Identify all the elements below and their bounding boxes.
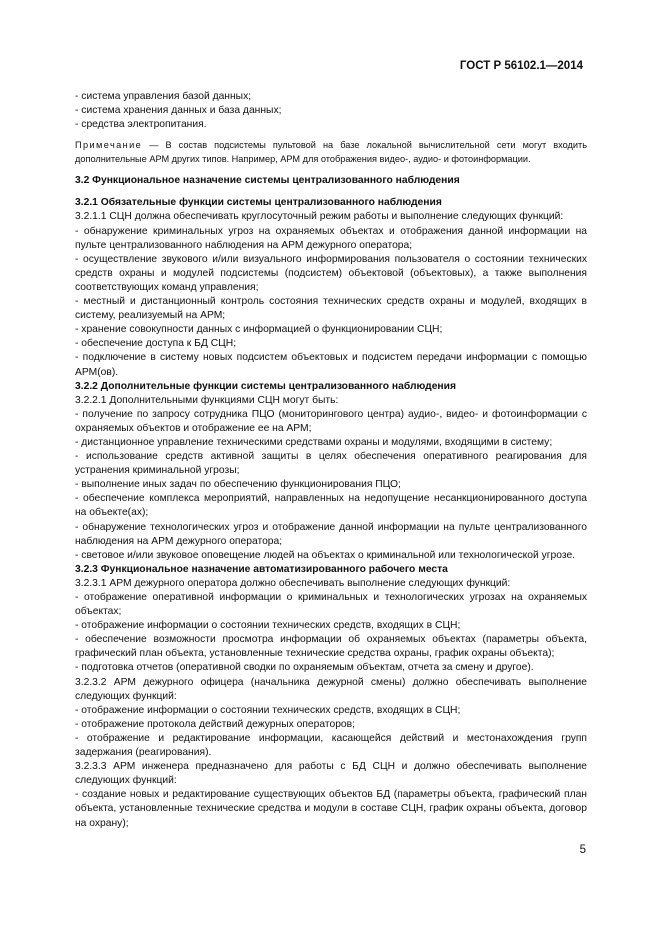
clause-intro: 3.2.3.3 АРМ инженера предназначено для работы с БД СЦН и должно обеспечивать выполнение следующих функций: xyxy=(75,761,587,787)
list-item: - создание новых и редактирование существующих объектов БД (параметры объекта, графический план объекта, установленные технические средства и модули в составе СЦН, график охраны объекта, договор на охрану); xyxy=(75,789,587,829)
list-item: - дистанционное управление техническими средствами охраны и модулями, входящими в систему; xyxy=(75,436,553,448)
subsection-heading: 3.2.3 Функциональное назначение автоматизированного рабочего места xyxy=(75,563,448,575)
list-item: - получение по запросу сотрудника ПЦО (мониторингового центра) аудио-, видео- и фотоинформации с охраняемых объектов и отображение ее на АРМ; xyxy=(75,408,587,434)
list-item: - подготовка отчетов (оперативной сводки по охраняемым объектам, отчета за смену и другое). xyxy=(75,662,534,674)
list-item: - отображение и редактирование информации, касающейся действий и местонахождения групп задержания (реагирования). xyxy=(75,732,587,759)
subsection-heading: 3.2.2 Дополнительные функции системы централизованного наблюдения xyxy=(75,380,456,392)
list-item: - обеспечение доступа к БД СЦН; xyxy=(75,338,237,350)
section-heading: 3.2 Функциональное назначение системы централизованного наблюдения xyxy=(75,175,460,187)
list-item: - выполнение иных задач по обеспечению функционирования ПЦО; xyxy=(75,479,401,491)
page-number: 5 xyxy=(579,844,586,856)
list-item: - световое и/или звуковое оповещение людей на объектах о криминальной или технологической угрозе. xyxy=(75,549,576,561)
list-item: - средства электропитания. xyxy=(75,119,207,131)
list-item: - отображение информации о состоянии технических средств, входящих в СЦН; xyxy=(75,620,461,632)
list-item: - отображение информации о состоянии технических средств, входящих в СЦН; xyxy=(75,704,461,716)
clause-intro: 3.2.3.2 АРМ дежурного офицера (начальника дежурной смены) должно обеспечивать выполнение следующих функций: xyxy=(75,676,587,702)
list-item: - отображение оперативной информации о криминальных и технологических угрозах на охраняемых объектах; xyxy=(75,592,587,618)
list-item: - использование средств активной защиты в целях обеспечения оперативного реагирования для устранения криминальной угрозы; xyxy=(75,451,587,477)
list-item: - осуществление звукового и/или визуального информирования пользователя о состоянии технических средств охраны и модулей подсистемы (подсистем) объектовой (объектовых), а также выполнения соответствующих команд управления; xyxy=(75,253,587,293)
list-item: - подключение в систему новых подсистем объектовых и подсистем передачи информации с помощью АРМ(ов). xyxy=(75,352,587,378)
note-label: Примечание xyxy=(75,140,143,151)
subsection-heading: 3.2.1 Обязательные функции системы централизованного наблюдения xyxy=(75,197,442,209)
list-item: - местный и дистанционный контроль состояния технических средств охраны и модулей, входящих в систему, реализуемый на АРМ; xyxy=(75,296,587,322)
list-item: - обнаружение технологических угроз и отображение данной информации на пульте централизованного наблюдения на АРМ дежурного оператора; xyxy=(75,521,587,547)
list-item: - система управления базой данных; xyxy=(75,91,252,102)
note-text: — В состав подсистемы пультовой на базе локальной вычислительной сети могут входить дополнительные АРМ других типов. Например, АРМ для отображения видео-, аудио- и фотоинформации. xyxy=(75,140,587,164)
note xyxy=(75,139,587,166)
list-item: - хранение совокупности данных с информацией о функционировании СЦН; xyxy=(75,324,443,336)
clause-intro: 3.2.2.1 Дополнительными функциями СЦН могут быть: xyxy=(75,394,339,406)
list-item: - система хранения данных и база данных; xyxy=(75,105,282,117)
list-item: - обеспечение комплекса мероприятий, направленных на недопущение несанкционированного доступа на объекте(ах); xyxy=(75,493,587,519)
clause-intro: 3.2.3.1 АРМ дежурного оператора должно обеспечивать выполнение следующих функций: xyxy=(75,577,511,589)
list-item: - обеспечение возможности просмотра информации об охраняемых объектах (параметры объекта, графический план объекта, установленные технические средства охраны, график охраны объекта); xyxy=(75,634,587,660)
list-item: - отображение протокола действий дежурных операторов; xyxy=(75,718,355,730)
document-header: ГОСТ Р 56102.1—2014 xyxy=(459,60,583,72)
clause-intro: 3.2.1.1 СЦН должна обеспечивать круглосуточный режим работы и выполнение следующих функций: xyxy=(75,211,564,223)
document-body xyxy=(75,90,587,831)
list-item: - обнаружение криминальных угроз на охраняемых объектах и отображения данной информации на пульте централизованного наблюдения на АРМ дежурного оператора; xyxy=(75,225,587,251)
